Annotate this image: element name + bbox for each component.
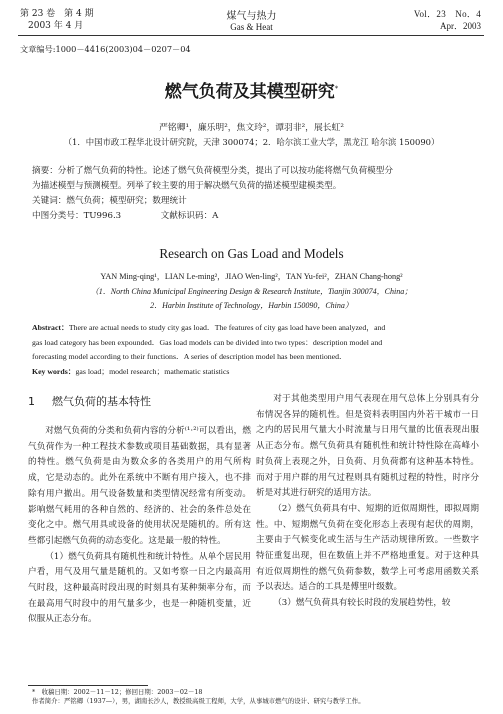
footnote-author-bio: 作者简介：严铭卿（1937—），男，湖南长沙人，教授级高级工程师，大学，从事城市燃气的设计、研究与教学工作。: [32, 697, 365, 705]
header-date-cn: 2003 年 4 月: [28, 21, 84, 31]
authors-cn: 严铭卿¹，廉乐明²，焦文玲²，谭羽非²，展长虹²: [159, 123, 344, 133]
classification-row: [32, 209, 393, 224]
keywords-cn: 关键词：燃气负荷；模型研究；数理统计: [32, 196, 187, 206]
keywords-en-label: Key words：: [32, 366, 76, 376]
authors-en: YAN Ming-qing¹，LIAN Le-ming²，JIAO Wen-ling²，TAN Yu-fei²，ZHAN Chang-hong²: [100, 272, 403, 281]
header-volume-cn: 第 23 卷 第 4 期: [20, 9, 94, 19]
paragraph: （3）燃气负荷具有较长时段的发展趋势性，较: [273, 598, 451, 609]
abstract-en-label: Abstract：: [32, 323, 69, 332]
affiliation-en-2: 2．Harbin Institute of Technology，Harbin 150090，China）: [150, 301, 353, 310]
header-journal-en: Gas & Heat: [230, 22, 273, 32]
header-rule: [18, 35, 484, 36]
footnote-received: * 收稿日期：2002－11－12；修回日期：2003－02－18: [32, 688, 203, 696]
abstract-en-line: Abstract：There are actual needs to study city gas load．The features of city gas load have been analyzed，and: [32, 323, 386, 332]
class-number-cn: 中图分类号：TU996.3: [32, 211, 122, 221]
footnote: [32, 688, 365, 706]
footnote-rule: [28, 685, 148, 686]
section-number: 1: [28, 395, 35, 408]
header-journal-cn: 煤气与热力: [226, 11, 277, 22]
keywords-en: gas load；model research；mathematic statistics: [75, 366, 230, 376]
page-title: [0, 77, 503, 102]
header-date-en: Apr．2003: [440, 21, 481, 31]
title-footnote-mark: *: [334, 84, 339, 93]
paragraph: 对燃气负荷的分类和负荷内容的分析⁽¹·²⁾可以看出，燃气负荷作为一种工程技术参数或项目基础数据，具有显著的特性。燃气负荷是由为数众多的各类用户的用气所构成，它是动态的。此外在系统中不断有用户接入，也不排除有用户撤出。用气设备数量和类型情况经常有所变动。影响燃气耗用的各种自然的、经济的、社会的条件总处在变化之中。燃气用具或设备的使用状况是随机的。所有这些都引起燃气负荷的动态变化。这是最一般的特性。: [28, 426, 251, 546]
abstract-cn-line: 摘要：分析了燃气负荷的特性。论述了燃气负荷模型分类，提出了可以按功能将燃气负荷模型分: [32, 166, 393, 176]
article-id: 文章编号:1000－4416(2003)04－0207－04: [20, 44, 191, 54]
abstract-cn-line: 为描述模型与预测模型。列举了较主要的用于解决燃气负荷的描述模型建模类型。: [32, 181, 342, 191]
affiliation-cn: （1．中国市政工程华北设计研究院，天津 300074；2．哈尔滨工业大学，黑龙江 哈尔滨 150090）: [63, 137, 440, 147]
doc-code-cn: 文献标识码：A: [160, 211, 219, 221]
section-title: 燃气负荷的基本特性: [52, 395, 151, 408]
header-volume-en: Vol．23 No．4: [413, 9, 481, 19]
keywords-en-line: [32, 365, 472, 380]
affiliation-en-1: （1．North China Municipal Engineering Design & Research Institute，Tianjin 300074，China；: [90, 287, 413, 296]
left-column: [28, 424, 251, 628]
abstract-en-line: gas load category has been expounded．Gas load models can be divided into two types：description model and: [32, 337, 383, 347]
title-en: Research on Gas Load and Models: [159, 246, 344, 261]
title-cn: 燃气负荷及其模型研究: [164, 82, 335, 102]
abstract-en: [32, 321, 472, 379]
paragraph: （2）燃气负荷具有中、短期的近似周期性，即拟周期性。中、短期燃气负荷在变化形态上表现有起伏的周期，主要由于气候变化或生活与生产活动规律所致。一些数字特征重复出现，但在数值上并不严格地重复。对于这种具有近似周期性的燃气负荷参数，数学上可考虑用函数关系予以表达。适合的工具是傅里叶级数。: [256, 503, 479, 593]
right-column: [256, 392, 479, 612]
paragraph: 对于其他类型用户用气表现在用气总体上分别具有分布情况各异的随机性。但是资料表明国内外若干城市一日之内的居民用气量大小时流量与日用气量的比值表现出服从正态分布。燃气负荷具有随机性和统计特性除在高峰小时负荷上表现之外，日负荷、月负荷都有这种基本特性。而对于用户群的用气过程则具有随机过程的特性，时序分析是对其进行研究的适用方法。: [256, 394, 479, 499]
section-heading: [28, 393, 151, 409]
paragraph: （1）燃气负荷具有随机性和统计特性。从单个居民用户看，用气及用气量是随机的。又如考察一日之内最高用气时段，这种最高时段出现的时刻具有某种频率分布，而在最高用气时段中的用气量多少，也是一种随机变量，近似服从正态分布。: [28, 551, 251, 625]
abstract-en-line: forecasting model according to their functions．A series of description model has been mentioned．: [32, 352, 347, 362]
abstract-cn: [32, 164, 393, 224]
